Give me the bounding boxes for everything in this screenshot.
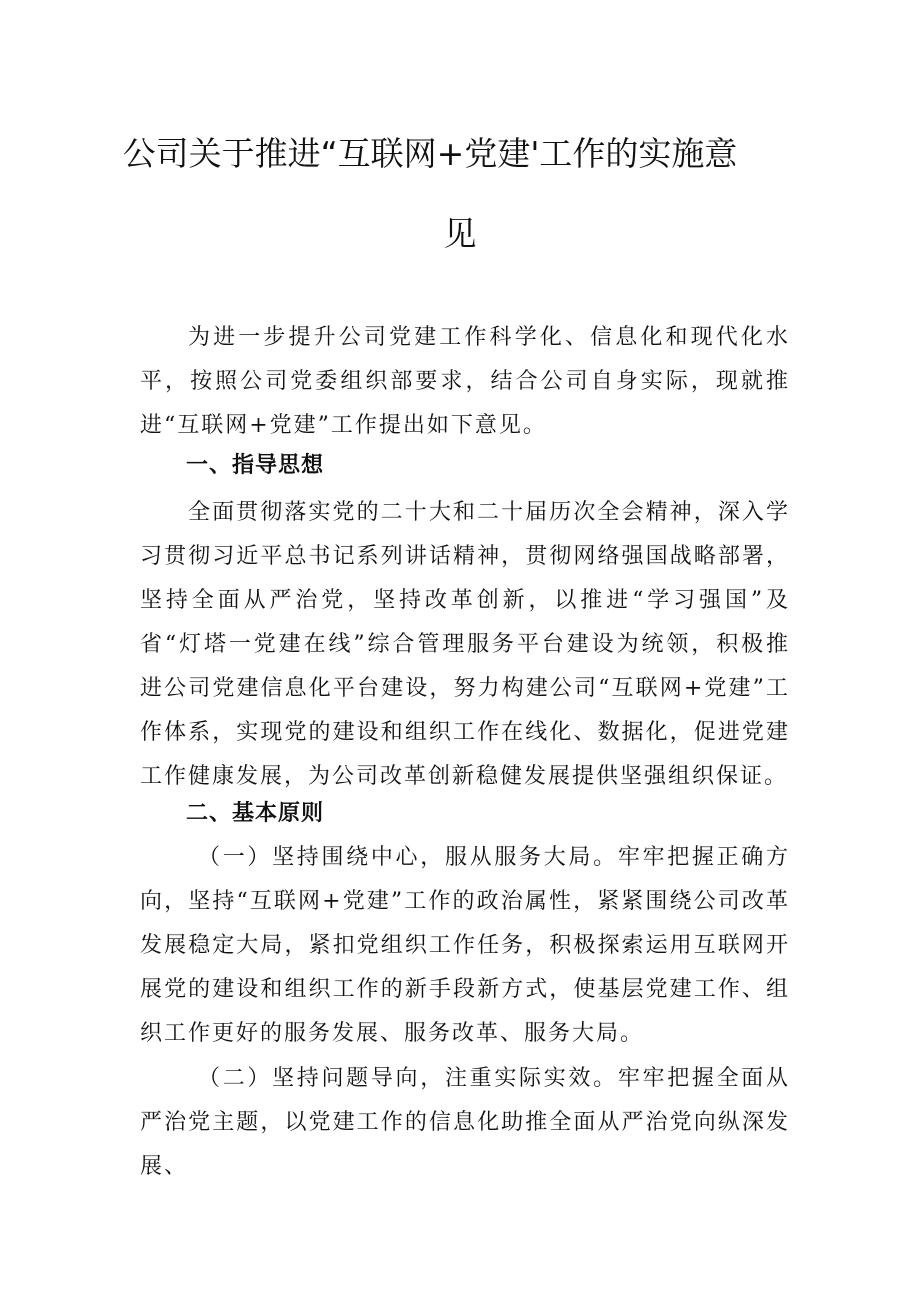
principle-1-paragraph: （一）坚持围绕中心，服从服务大局。牢牢把握正确方向，坚持“互联网+党建”工作的政治属性，紧紧围绕公司改革发展稳定大局，紧扣党组织工作任务，积极探索运用互联网开展党的建设和组织工作的新手段新方式，使基层党建工作、组织工作更好的服务发展、服务改革、服务大局。 xyxy=(140,845,790,1046)
intro-paragraph: 为进一步提升公司党建工作科学化、信息化和现代化水平，按照公司党委组织部要求，结合公司自身实际，现就推进“互联网+党建”工作提出如下意见。 xyxy=(140,325,790,438)
document-title-line-2: 见 xyxy=(443,214,477,253)
section-heading-basic-principles: 二、基本原则 xyxy=(186,801,325,826)
guiding-thought-paragraph: 全面贯彻落实党的二十大和二十届历次全会精神，深入学习贯彻习近平总书记系列讲话精神，贯彻网络强国战略部署，坚持全面从严治党，坚持改革创新，以推进“学习强国”及省“灯塔一党建在线”综合管理服务平台建设为统领，积极推进公司党建信息化平台建设，努力构建公司“互联网+党建”工作体系，实现党的建设和组织工作在线化、数据化，促进党建工作健康发展，为公司改革创新稳健发展提供坚强组织保证。 xyxy=(140,500,790,789)
section-heading-guiding-thought: 一、指导思想 xyxy=(186,453,325,478)
principle-2-paragraph: （二）坚持问题导向，注重实际实效。牢牢把握全面从严治党主题，以党建工作的信息化助推全面从严治党向纵深发展、 xyxy=(140,1066,790,1179)
document-title-line-1: 公司关于推进“互联网+党建'工作的实施意 xyxy=(122,134,738,173)
